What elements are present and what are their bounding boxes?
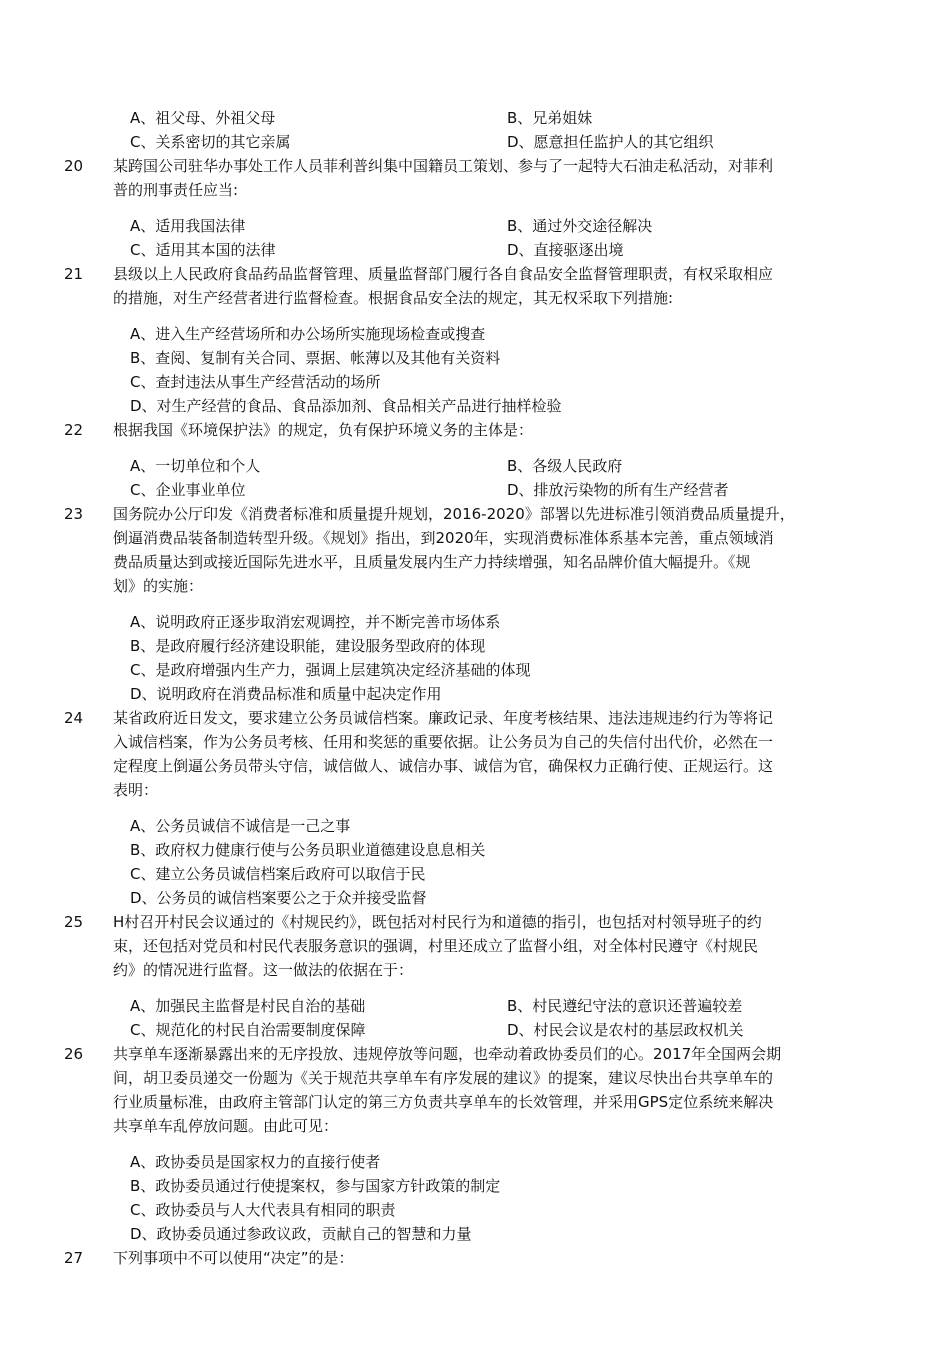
question-number: 23 [64, 505, 84, 523]
question-24-stem-line1 [0, 706, 950, 730]
question-23-stem-line3 [0, 550, 950, 574]
option-d: D、排放污染物的所有生产经营者 [507, 481, 729, 499]
question-23-option-d [0, 682, 950, 706]
option-d: D、公务员的诚信档案要公之于众并接受监督 [130, 889, 427, 907]
question-26-option-a [0, 1150, 950, 1174]
question-24-stem-line3 [0, 754, 950, 778]
question-21-option-b [0, 346, 950, 370]
question-24-option-a [0, 814, 950, 838]
question-21-stem-line2 [0, 286, 950, 310]
option-b: B、查阅、复制有关合同、票据、帐薄以及其他有关资料 [130, 349, 501, 367]
question-23-stem-line1 [0, 502, 950, 526]
option-a: A、公务员诚信不诚信是一己之事 [130, 817, 351, 835]
option-c: C、查封违法从事生产经营活动的场所 [130, 373, 381, 391]
option-d: D、愿意担任监护人的其它组织 [507, 133, 714, 151]
question-19-options-row1 [0, 106, 950, 130]
question-stem: 共享单车逐渐暴露出来的无序投放、违规停放等问题，也牵动着政协委员们的心。2017年全国两会期 [113, 1045, 782, 1063]
question-stem: 根据我国《环境保护法》的规定，负有保护环境义务的主体是： [113, 421, 534, 439]
question-24-option-c [0, 862, 950, 886]
option-c: C、建立公务员诚信档案后政府可以取信于民 [130, 865, 426, 883]
question-number: 24 [64, 709, 84, 727]
question-26-option-c [0, 1198, 950, 1222]
question-stem: 倒逼消费品装备制造转型升级。《规划》指出，到2020年，实现消费标准体系基本完善，重点领域消 [113, 529, 774, 547]
question-25-stem-line3 [0, 958, 950, 982]
question-24-option-b [0, 838, 950, 862]
option-c: C、企业事业单位 [130, 481, 246, 499]
question-21-option-c [0, 370, 950, 394]
option-b: B、政府权力健康行使与公务员职业道德建设息息相关 [130, 841, 486, 859]
option-b: B、村民遵纪守法的意识还普遍较差 [507, 997, 743, 1015]
question-22-options-row1 [0, 454, 950, 478]
option-b: B、各级人民政府 [507, 457, 623, 475]
question-stem: H村召开村民会议通过的《村规民约》，既包括对村民行为和道德的指引，也包括对村领导班子的约 [113, 913, 762, 931]
option-c: C、政协委员与人大代表具有相同的职责 [130, 1201, 396, 1219]
question-25-options-row2 [0, 1018, 950, 1042]
option-b: B、是政府履行经济建设职能，建设服务型政府的体现 [130, 637, 486, 655]
question-25-stem-line1 [0, 910, 950, 934]
question-22-options-row2 [0, 478, 950, 502]
question-stem: 普的刑事责任应当: [113, 181, 239, 199]
question-26-stem-line2 [0, 1066, 950, 1090]
question-stem: 某省政府近日发文，要求建立公务员诚信档案。廉政记录、年度考核结果、违法违规违约行为等将记 [113, 709, 774, 727]
option-c: C、规范化的村民自治需要制度保障 [130, 1021, 366, 1039]
option-b: B、通过外交途径解决 [507, 217, 653, 235]
option-b: B、政协委员通过行使提案权，参与国家方针政策的制定 [130, 1177, 501, 1195]
question-27-stem-line1 [0, 1246, 950, 1270]
option-d: D、对生产经营的食品、食品添加剂、食品相关产品进行抽样检验 [130, 397, 562, 415]
question-26-stem-line3 [0, 1090, 950, 1114]
question-26-stem-line1 [0, 1042, 950, 1066]
question-20-options-row2 [0, 238, 950, 262]
question-21-stem-line1 [0, 262, 950, 286]
option-a: A、政协委员是国家权力的直接行使者 [130, 1153, 381, 1171]
question-stem: 划》的实施： [113, 577, 204, 595]
question-stem: 束，还包括对党员和村民代表服务意识的强调，村里还成立了监督小组，对全体村民遵守《村规民 [113, 937, 759, 955]
question-stem: 某跨国公司驻华办事处工作人员菲利普纠集中国籍员工策划、参与了一起特大石油走私活动，对菲利 [113, 157, 774, 175]
question-number: 20 [64, 157, 84, 175]
question-stem: 国务院办公厅印发《消费者标准和质量提升规划，2016-2020》部署以先进标准引领消费品质量提升， [113, 505, 795, 523]
option-a: A、加强民主监督是村民自治的基础 [130, 997, 366, 1015]
question-23-option-b [0, 634, 950, 658]
option-a: A、一切单位和个人 [130, 457, 261, 475]
option-d: D、村民会议是农村的基层政权机关 [507, 1021, 744, 1039]
question-21-option-d [0, 394, 950, 418]
question-20-stem-line1 [0, 154, 950, 178]
question-stem: 入诚信档案，作为公务员考核、任用和奖惩的重要依据。让公务员为自己的失信付出代价，必然在一 [113, 733, 774, 751]
question-20-options-row1 [0, 214, 950, 238]
question-24-stem-line2 [0, 730, 950, 754]
question-number: 21 [64, 265, 84, 283]
question-26-stem-line4 [0, 1114, 950, 1138]
question-23-stem-line4 [0, 574, 950, 598]
question-stem: 下列事项中不可以使用“决定”的是： [113, 1249, 354, 1267]
option-a: A、祖父母、外祖父母 [130, 109, 276, 127]
question-number: 27 [64, 1249, 84, 1267]
question-25-stem-line2 [0, 934, 950, 958]
question-stem: 行业质量标准，由政府主管部门认定的第三方负责共享单车的长效管理，并采用GPS定位系统来解决 [113, 1093, 774, 1111]
question-stem: 表明： [113, 781, 159, 799]
question-23-option-c [0, 658, 950, 682]
question-stem: 间，胡卫委员递交一份题为《关于规范共享单车有序发展的建议》的提案，建议尽快出台共享单车的 [113, 1069, 774, 1087]
question-23-stem-line2 [0, 526, 950, 550]
question-24-stem-line4 [0, 778, 950, 802]
question-24-option-d [0, 886, 950, 910]
question-21-option-a [0, 322, 950, 346]
question-stem: 县级以上人民政府食品药品监督管理、质量监督部门履行各自食品安全监督管理职责，有权采取相应 [113, 265, 774, 283]
option-d: D、说明政府在消费品标准和质量中起决定作用 [130, 685, 442, 703]
question-number: 26 [64, 1045, 84, 1063]
option-c: C、关系密切的其它亲属 [130, 133, 291, 151]
option-b: B、兄弟姐妹 [507, 109, 593, 127]
question-stem: 定程度上倒逼公务员带头守信，诚信做人、诚信办事、诚信为官，确保权力正确行使、正规运行。这 [113, 757, 774, 775]
question-26-option-d [0, 1222, 950, 1246]
question-25-options-row1 [0, 994, 950, 1018]
question-19-options-row2 [0, 130, 950, 154]
option-d: D、直接驱逐出境 [507, 241, 624, 259]
question-stem: 共享单车乱停放问题。由此可见： [113, 1117, 339, 1135]
question-stem: 的措施，对生产经营者进行监督检查。根据食品安全法的规定，其无权采取下列措施: [113, 289, 674, 307]
question-stem: 约》的情况进行监督。这一做法的依据在于： [113, 961, 414, 979]
question-22-stem-line1 [0, 418, 950, 442]
question-stem: 费品质量达到或接近国际先进水平，且质量发展内生产力持续增强，知名品牌价值大幅提升。《规 [113, 553, 751, 571]
option-c: C、适用其本国的法律 [130, 241, 276, 259]
question-23-option-a [0, 610, 950, 634]
option-d: D、政协委员通过参政议政，贡献自己的智慧和力量 [130, 1225, 472, 1243]
question-number: 22 [64, 421, 84, 439]
question-number: 25 [64, 913, 84, 931]
question-26-option-b [0, 1174, 950, 1198]
question-20-stem-line2 [0, 178, 950, 202]
option-a: A、进入生产经营场所和办公场所实施现场检查或搜查 [130, 325, 486, 343]
option-a: A、适用我国法律 [130, 217, 246, 235]
option-a: A、说明政府正逐步取消宏观调控，并不断完善市场体系 [130, 613, 501, 631]
option-c: C、是政府增强内生产力，强调上层建筑决定经济基础的体现 [130, 661, 531, 679]
